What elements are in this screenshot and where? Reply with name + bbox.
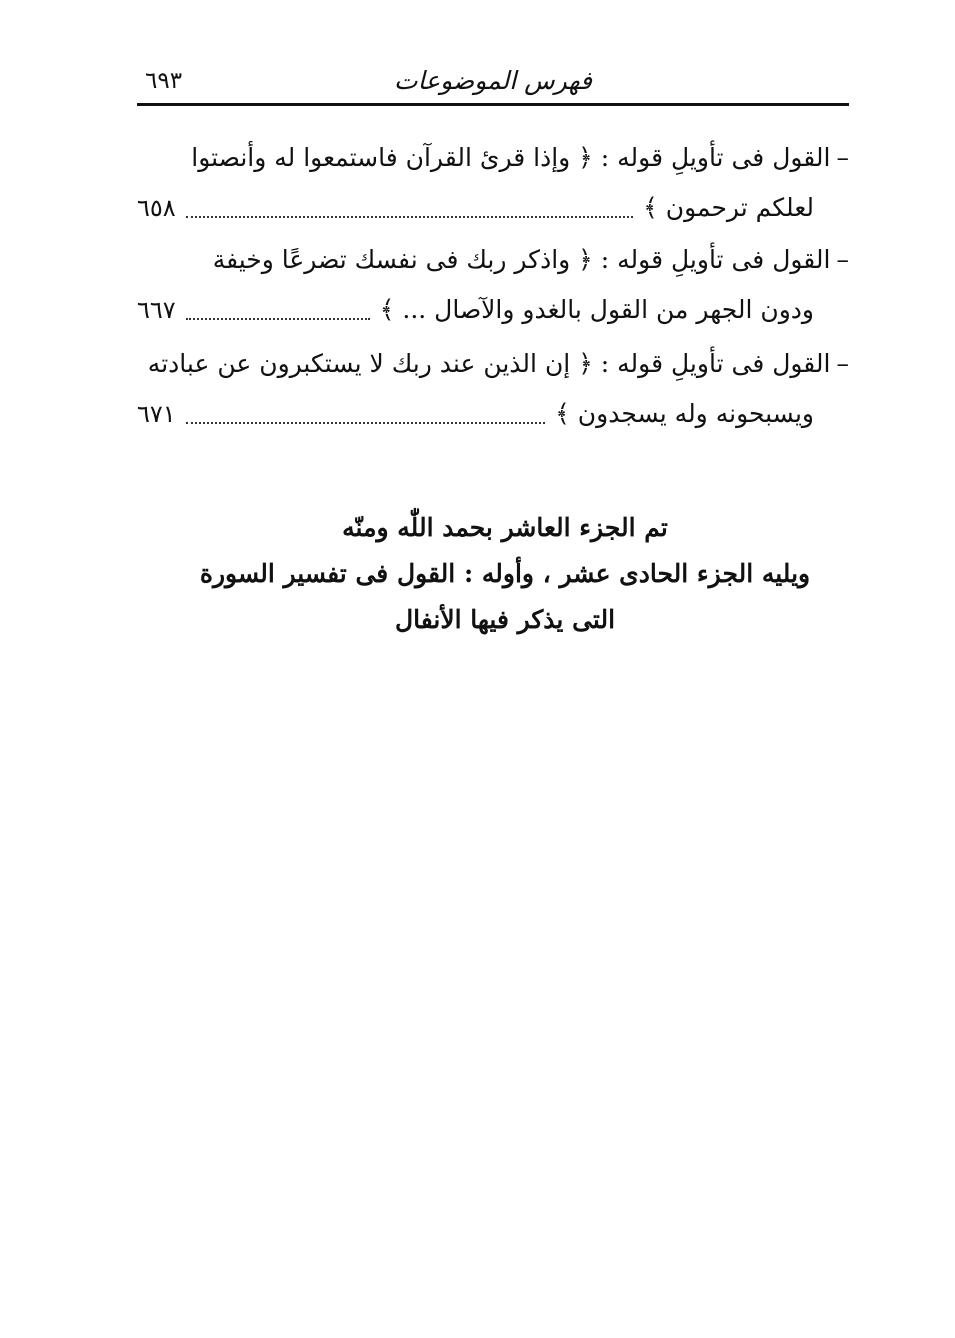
dot-leader [186,422,546,424]
index-list [137,136,849,446]
running-header [137,62,849,102]
entry-heading [191,138,849,178]
entry-page-number: ٦٧١ [137,400,176,428]
entry-heading-text: القول فى تأويلِ قوله : ﴿ وإذا قرئ القرآن فاستمعوا له وأنصتوا [191,143,831,172]
entry-heading [147,344,849,384]
index-entry [137,342,849,446]
colophon [160,505,850,643]
page-number: ٦٩٣ [145,68,183,94]
entry-heading-text: القول فى تأويلِ قوله : ﴿ واذكر ربك فى نفسك تضرعًا وخيفة [212,245,831,274]
entry-continuation-text: ودون الجهر من القول بالغدو والآصال ... ﴾ [379,295,814,324]
index-entry [137,136,849,238]
entry-continuation-text: ويسبحونه وله يسجدون ﴾ [555,399,814,428]
colophon-line: تم الجزء العاشر بحمد اللّٰه ومنّه [342,513,668,542]
entry-page-number: ٦٦٧ [137,296,176,324]
list-dash: – [836,349,849,378]
colophon-line: التى يذكر فيها الأنفال [394,605,616,634]
list-dash: – [836,245,849,274]
entry-page-number: ٦٥٨ [137,194,176,222]
entry-heading [199,240,849,280]
entry-continuation [137,188,814,228]
index-entry [137,238,849,342]
dot-leader [186,216,633,218]
colophon-line: ويليه الجزء الحادى عشر ، وأوله : القول فى تفسير السورة [199,559,811,588]
header-title: فهرس الموضوعات [394,66,592,95]
entry-continuation [137,394,814,434]
dot-leader [186,318,370,320]
header-rule [137,103,849,106]
entry-heading-text: القول فى تأويلِ قوله : ﴿ إن الذين عند ربك لا يستكبرون عن عبادته [147,349,831,378]
entry-continuation-text: لعلكم ترحمون ﴾ [643,193,814,222]
list-dash: – [836,143,849,172]
entry-continuation [137,290,814,330]
